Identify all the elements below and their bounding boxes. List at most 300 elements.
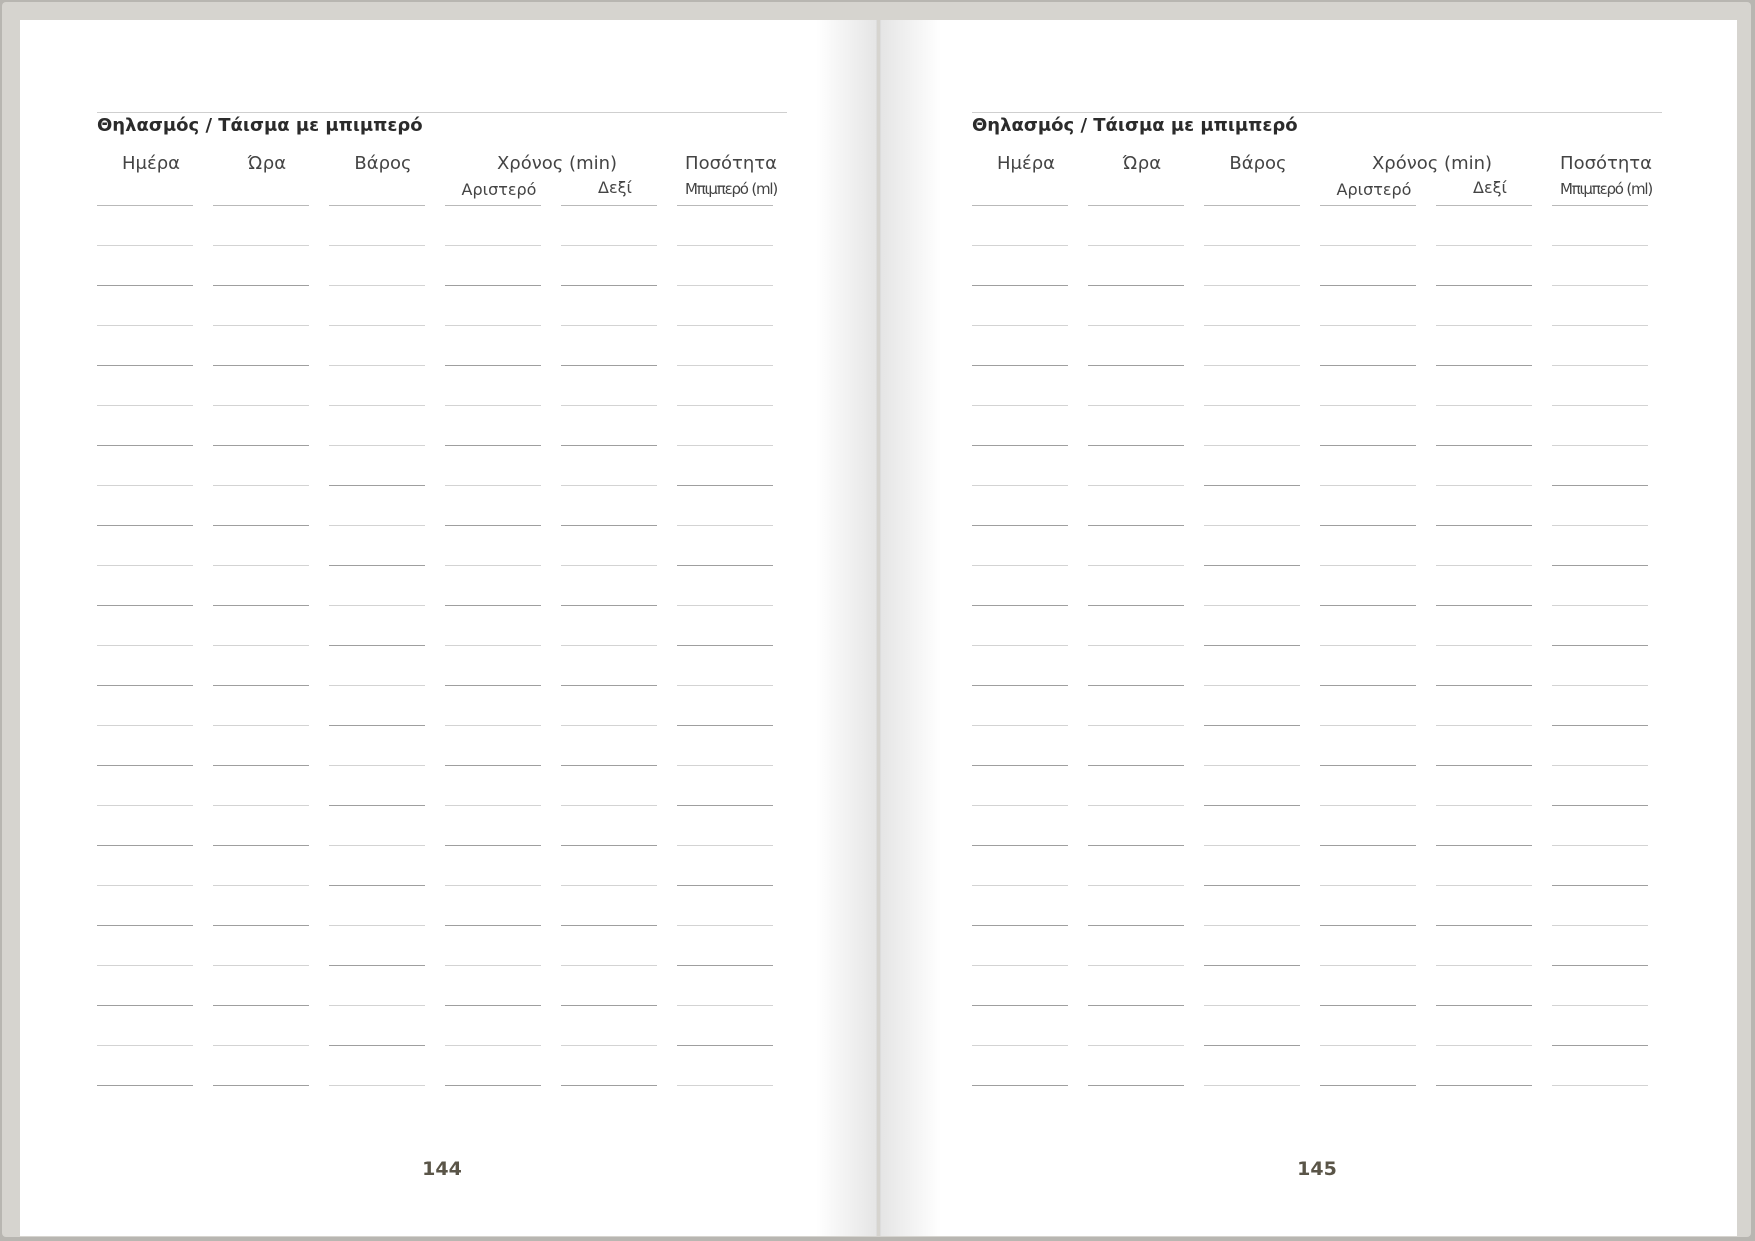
entry-line[interactable] [1436,1005,1532,1006]
entry-line[interactable] [561,645,657,646]
entry-line[interactable] [561,405,657,406]
entry-line[interactable] [213,805,309,806]
subheader-bottle-ml: Μπιμπερό (ml) [1559,180,1653,198]
entry-line[interactable] [1320,645,1416,646]
entry-line[interactable] [972,965,1068,966]
entry-line[interactable] [677,685,773,686]
entry-line[interactable] [972,645,1068,646]
entry-line[interactable] [329,725,425,726]
entry-line[interactable] [445,605,541,606]
entry-line[interactable] [1320,845,1416,846]
entry-line[interactable] [1204,1085,1300,1086]
entry-line[interactable] [97,285,193,286]
entry-line[interactable] [972,805,1068,806]
entry-line[interactable] [213,245,309,246]
header-underline [97,205,193,206]
entry-line[interactable] [677,525,773,526]
entry-line[interactable] [561,565,657,566]
entry-line[interactable] [1088,645,1184,646]
entry-line[interactable] [1320,805,1416,806]
entry-line[interactable] [677,885,773,886]
entry-line[interactable] [1320,1005,1416,1006]
entry-line[interactable] [561,765,657,766]
entry-line[interactable] [972,485,1068,486]
entry-line[interactable] [1320,325,1416,326]
entry-line[interactable] [97,1085,193,1086]
entry-line[interactable] [972,1045,1068,1046]
entry-line[interactable] [972,325,1068,326]
entry-line[interactable] [1204,645,1300,646]
entry-line[interactable] [97,325,193,326]
entry-line[interactable] [1088,725,1184,726]
entry-line[interactable] [213,605,309,606]
entry-line[interactable] [677,605,773,606]
entry-line[interactable] [1088,685,1184,686]
entry-line[interactable] [1204,365,1300,366]
entry-line[interactable] [1088,285,1184,286]
entry-line[interactable] [213,365,309,366]
entry-line[interactable] [972,245,1068,246]
entry-line[interactable] [1436,925,1532,926]
entry-line[interactable] [1204,965,1300,966]
title-rule [97,112,787,113]
entry-line[interactable] [1436,605,1532,606]
page-title: Θηλασμός / Τάισμα με μπιμπερό [97,115,423,136]
entry-line[interactable] [1320,525,1416,526]
entry-line[interactable] [561,605,657,606]
entry-line[interactable] [1436,405,1532,406]
entry-line[interactable] [1320,1085,1416,1086]
entry-line[interactable] [445,725,541,726]
entry-line[interactable] [561,805,657,806]
entry-line[interactable] [445,765,541,766]
entry-line[interactable] [1436,885,1532,886]
entry-line[interactable] [213,725,309,726]
entry-line[interactable] [1088,965,1184,966]
entry-line[interactable] [677,725,773,726]
header-underline [445,205,541,206]
entry-line[interactable] [1320,765,1416,766]
entry-line[interactable] [1436,565,1532,566]
entry-line[interactable] [97,605,193,606]
entry-line[interactable] [213,525,309,526]
entry-line[interactable] [972,725,1068,726]
entry-line[interactable] [97,405,193,406]
entry-line[interactable] [1436,245,1532,246]
entry-line[interactable] [1436,325,1532,326]
entry-line[interactable] [213,485,309,486]
entry-line[interactable] [1552,805,1648,806]
entry-line[interactable] [1088,805,1184,806]
entry-line[interactable] [1204,885,1300,886]
entry-line[interactable] [445,1005,541,1006]
entry-line[interactable] [677,325,773,326]
entry-line[interactable] [329,845,425,846]
entry-line[interactable] [1552,325,1648,326]
entry-line[interactable] [1320,725,1416,726]
entry-line[interactable] [97,525,193,526]
entry-line[interactable] [972,365,1068,366]
entry-line[interactable] [445,325,541,326]
entry-line[interactable] [1552,765,1648,766]
column-header-day: Ημέρα [121,153,180,174]
subheader-left-breast: Αριστερό [1336,180,1412,199]
entry-line[interactable] [1436,725,1532,726]
entry-line[interactable] [329,525,425,526]
entry-line[interactable] [329,605,425,606]
entry-line[interactable] [97,685,193,686]
entry-line[interactable] [561,325,657,326]
entry-line[interactable] [561,885,657,886]
entry-line[interactable] [1436,525,1532,526]
entry-line[interactable] [1088,1005,1184,1006]
page-title: Θηλασμός / Τάισμα με μπιμπερό [972,115,1298,136]
entry-line[interactable] [561,365,657,366]
entry-line[interactable] [329,325,425,326]
entry-line[interactable] [561,485,657,486]
entry-line[interactable] [329,245,425,246]
entry-line[interactable] [1436,845,1532,846]
entry-line[interactable] [97,245,193,246]
entry-line[interactable] [561,245,657,246]
entry-line[interactable] [1552,605,1648,606]
entry-line[interactable] [677,485,773,486]
header-underline [1320,205,1416,206]
entry-line[interactable] [561,1045,657,1046]
entry-line[interactable] [445,1045,541,1046]
column-header-time: Ώρα [247,153,287,174]
entry-line[interactable] [1088,365,1184,366]
entry-line[interactable] [1204,485,1300,486]
entry-line[interactable] [972,565,1068,566]
header-underline [972,205,1068,206]
entry-line[interactable] [1088,605,1184,606]
header-underline [329,205,425,206]
entry-line[interactable] [329,485,425,486]
entry-line[interactable] [972,605,1068,606]
entry-line[interactable] [972,405,1068,406]
entry-line[interactable] [213,565,309,566]
entry-line[interactable] [1204,445,1300,446]
entry-line[interactable] [329,1085,425,1086]
entry-line[interactable] [677,1045,773,1046]
entry-line[interactable] [1088,845,1184,846]
entry-line[interactable] [677,285,773,286]
entry-line[interactable] [1320,565,1416,566]
entry-line[interactable] [445,645,541,646]
entry-line[interactable] [677,245,773,246]
entry-line[interactable] [1436,1085,1532,1086]
entry-line[interactable] [1204,765,1300,766]
entry-line[interactable] [677,805,773,806]
entry-line[interactable] [329,565,425,566]
entry-line[interactable] [1552,1005,1648,1006]
entry-line[interactable] [445,485,541,486]
entry-line[interactable] [213,765,309,766]
entry-line[interactable] [1088,885,1184,886]
entry-line[interactable] [329,1045,425,1046]
page-number: 144 [422,1158,462,1180]
entry-line[interactable] [445,965,541,966]
subheader-right-breast: Δεξί [598,178,632,197]
entry-line[interactable] [213,405,309,406]
entry-line[interactable] [329,925,425,926]
entry-line[interactable] [1552,925,1648,926]
entry-line[interactable] [1436,365,1532,366]
entry-line[interactable] [1552,525,1648,526]
entry-line[interactable] [329,645,425,646]
entry-line[interactable] [1204,285,1300,286]
entry-line[interactable] [1552,365,1648,366]
entry-line[interactable] [97,1005,193,1006]
entry-line[interactable] [1320,925,1416,926]
entry-line[interactable] [445,285,541,286]
entry-line[interactable] [1088,1085,1184,1086]
header-underline [1552,205,1648,206]
entry-line[interactable] [972,885,1068,886]
entry-line[interactable] [561,685,657,686]
entry-line[interactable] [97,565,193,566]
entry-line[interactable] [1204,925,1300,926]
entry-line[interactable] [1088,325,1184,326]
entry-line[interactable] [972,1005,1068,1006]
entry-line[interactable] [1204,245,1300,246]
entry-line[interactable] [213,965,309,966]
entry-line[interactable] [1088,765,1184,766]
subheader-right-breast: Δεξί [1473,178,1507,197]
entry-line[interactable] [677,965,773,966]
column-header-time: Ώρα [1122,153,1162,174]
entry-line[interactable] [213,325,309,326]
entry-line[interactable] [1552,645,1648,646]
column-header-weight: Βάρος [1229,153,1287,174]
entry-line[interactable] [972,765,1068,766]
entry-line[interactable] [1088,1045,1184,1046]
entry-line[interactable] [97,445,193,446]
entry-line[interactable] [1436,645,1532,646]
entry-line[interactable] [1552,485,1648,486]
entry-line[interactable] [677,405,773,406]
entry-line[interactable] [677,445,773,446]
entry-line[interactable] [213,645,309,646]
entry-line[interactable] [1204,1045,1300,1046]
column-header-day: Ημέρα [996,153,1055,174]
entry-line[interactable] [1320,285,1416,286]
entry-line[interactable] [1204,565,1300,566]
entry-line[interactable] [1552,245,1648,246]
entry-line[interactable] [561,285,657,286]
entry-line[interactable] [445,1085,541,1086]
entry-line[interactable] [1320,605,1416,606]
header-underline [1088,205,1184,206]
entry-line[interactable] [329,445,425,446]
entry-line[interactable] [561,725,657,726]
entry-line[interactable] [329,1005,425,1006]
entry-line[interactable] [213,845,309,846]
entry-line[interactable] [445,925,541,926]
entry-line[interactable] [1204,845,1300,846]
entry-line[interactable] [1552,685,1648,686]
entry-line[interactable] [972,845,1068,846]
entry-line[interactable] [97,765,193,766]
entry-line[interactable] [677,1085,773,1086]
entry-line[interactable] [1320,1045,1416,1046]
entry-line[interactable] [1088,245,1184,246]
entry-line[interactable] [329,685,425,686]
subheader-bottle-ml: Μπιμπερό (ml) [684,180,778,198]
entry-line[interactable] [445,525,541,526]
entry-line[interactable] [1204,325,1300,326]
entry-line[interactable] [445,845,541,846]
entry-line[interactable] [972,685,1068,686]
entry-line[interactable] [1088,445,1184,446]
entry-line[interactable] [213,685,309,686]
entry-line[interactable] [1436,485,1532,486]
entry-line[interactable] [677,645,773,646]
header-underline [1204,205,1300,206]
entry-line[interactable] [1320,405,1416,406]
entry-line[interactable] [97,645,193,646]
entry-line[interactable] [1204,1005,1300,1006]
entry-line[interactable] [1204,405,1300,406]
column-header-weight: Βάρος [354,153,412,174]
entry-line[interactable] [1436,805,1532,806]
entry-line[interactable] [972,525,1068,526]
entry-line[interactable] [97,485,193,486]
right-page [880,20,1737,1236]
entry-line[interactable] [329,285,425,286]
entry-line[interactable] [972,445,1068,446]
entry-line[interactable] [1436,445,1532,446]
entry-line[interactable] [1436,1045,1532,1046]
entry-line[interactable] [97,365,193,366]
left-page [20,20,877,1236]
entry-line[interactable] [213,925,309,926]
entry-line[interactable] [1552,285,1648,286]
entry-line[interactable] [1088,405,1184,406]
entry-line[interactable] [213,1045,309,1046]
entry-line[interactable] [677,925,773,926]
entry-line[interactable] [1436,965,1532,966]
entry-line[interactable] [329,965,425,966]
title-rule [972,112,1662,113]
entry-line[interactable] [1320,965,1416,966]
entry-line[interactable] [561,1005,657,1006]
entry-line[interactable] [677,365,773,366]
entry-line[interactable] [972,285,1068,286]
entry-line[interactable] [445,565,541,566]
entry-line[interactable] [1552,965,1648,966]
entry-line[interactable] [1552,885,1648,886]
entry-line[interactable] [97,845,193,846]
entry-line[interactable] [1088,485,1184,486]
entry-line[interactable] [213,1085,309,1086]
entry-line[interactable] [972,925,1068,926]
entry-line[interactable] [1204,725,1300,726]
entry-line[interactable] [1204,685,1300,686]
entry-line[interactable] [677,845,773,846]
entry-line[interactable] [561,965,657,966]
entry-line[interactable] [1552,845,1648,846]
entry-line[interactable] [1552,1085,1648,1086]
entry-line[interactable] [1320,685,1416,686]
entry-line[interactable] [677,565,773,566]
entry-line[interactable] [1436,285,1532,286]
entry-line[interactable] [1088,565,1184,566]
entry-line[interactable] [1552,725,1648,726]
entry-line[interactable] [1552,1045,1648,1046]
header-underline [213,205,309,206]
entry-line[interactable] [1552,565,1648,566]
entry-line[interactable] [329,365,425,366]
entry-line[interactable] [677,765,773,766]
entry-line[interactable] [1320,245,1416,246]
entry-line[interactable] [561,925,657,926]
column-header-duration: Χρόνος (min) [496,153,618,174]
entry-line[interactable] [1552,445,1648,446]
entry-line[interactable] [1320,365,1416,366]
header-underline [677,205,773,206]
entry-line[interactable] [1320,445,1416,446]
entry-line[interactable] [1204,805,1300,806]
entry-line[interactable] [213,885,309,886]
entry-line[interactable] [97,805,193,806]
column-header-quantity: Ποσότητα [1560,153,1652,174]
entry-line[interactable] [1436,685,1532,686]
entry-line[interactable] [445,445,541,446]
entry-line[interactable] [972,1085,1068,1086]
entry-line[interactable] [561,1085,657,1086]
entry-line[interactable] [97,725,193,726]
entry-line[interactable] [1552,405,1648,406]
entry-line[interactable] [329,885,425,886]
entry-line[interactable] [677,1005,773,1006]
column-header-duration: Χρόνος (min) [1371,153,1493,174]
entry-line[interactable] [1320,885,1416,886]
entry-line[interactable] [561,525,657,526]
entry-line[interactable] [1088,925,1184,926]
header-underline [561,205,657,206]
subheader-left-breast: Αριστερό [461,180,537,199]
entry-line[interactable] [445,805,541,806]
entry-line[interactable] [445,365,541,366]
entry-line[interactable] [329,765,425,766]
entry-line[interactable] [445,245,541,246]
entry-line[interactable] [329,405,425,406]
entry-line[interactable] [561,845,657,846]
entry-line[interactable] [1320,485,1416,486]
entry-line[interactable] [445,885,541,886]
entry-line[interactable] [1088,525,1184,526]
entry-line[interactable] [97,1045,193,1046]
entry-line[interactable] [1204,605,1300,606]
header-underline [1436,205,1532,206]
entry-line[interactable] [213,285,309,286]
entry-line[interactable] [213,1005,309,1006]
entry-line[interactable] [561,445,657,446]
entry-line[interactable] [97,965,193,966]
entry-line[interactable] [445,405,541,406]
entry-line[interactable] [97,925,193,926]
entry-line[interactable] [1436,765,1532,766]
entry-line[interactable] [1204,525,1300,526]
page-number: 145 [1297,1158,1337,1180]
entry-line[interactable] [213,445,309,446]
entry-line[interactable] [97,885,193,886]
entry-line[interactable] [329,805,425,806]
column-header-quantity: Ποσότητα [685,153,777,174]
entry-line[interactable] [445,685,541,686]
